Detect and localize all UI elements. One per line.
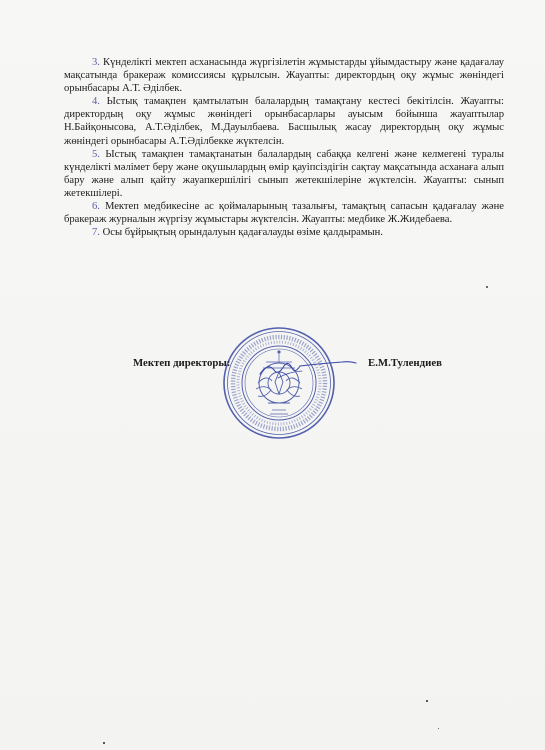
order-item-number: 6.: [92, 201, 100, 213]
order-item-number: 5.: [92, 148, 100, 160]
order-item-4: [64, 95, 504, 147]
order-body-text: [64, 56, 504, 239]
order-item-text: Ыстық тамақпен қамтылатын балалардың тамақтану кестесі бекітілсін. Жауапты: директордың оқу жұмыс жөніндегі орынбасарлары ауысым бойынша жауаптылар Н.Байқонысова, А.Т.Әділбек, М.Дауылбаева. Басшылық жасау директордың оқу жұмыс жөніндегі орынбасары А.Т.Әділбекке жүктелсін.: [64, 96, 504, 147]
order-item-text: Мектеп медбикесіне ас қоймаларының тазалығы, тамақтың сапасын қадағалау және бракераж журналын жүргізу жұмыстары жүктелсін. Жауапты: медбике Ж.Жидебаева.: [64, 201, 504, 226]
order-item-3: [64, 56, 504, 95]
order-item-text: Күнделікті мектеп асханасында жүргізілетін жұмыстарды ұйымдастыру және қадағалау мақсатында бракераж комиссиясы құрылсын. Жауапты: директордың оқу жұмыс жөніндегі орынбасары А.Т. Әділбек.: [64, 57, 504, 95]
scan-speck: [486, 286, 488, 288]
signatory-title: Мектеп директоры:: [133, 357, 231, 369]
scan-speck: [103, 742, 105, 744]
signatory-name: Е.М.Тулендиев: [368, 357, 442, 369]
order-item-5: [64, 148, 504, 200]
order-item-text: Ыстық тамақпен тамақтанатын балалардың сабаққа келгені және келмегені туралы күнделікті мәлімет беру және оқушылардың өмір қауіпсіздігін сақтау мақсатында асханаға алып бару және алып қайту жауапкершілігі сынып жетекшілеріне жүктелсін. Жауапты: сынып жетекшілері.: [64, 148, 504, 199]
order-item-text: Осы бұйрықтың орындалуын қадағалауды өзіме қалдырамын.: [99, 227, 383, 239]
scan-speck: [426, 700, 428, 702]
order-item-number: 3.: [92, 57, 100, 68]
order-item-6: [64, 200, 504, 226]
order-item-number: 7.: [92, 227, 100, 239]
order-item-number: 4.: [92, 96, 100, 108]
scan-speck: [438, 728, 439, 729]
order-item-7: [64, 226, 504, 239]
signature-block: [0, 357, 545, 377]
